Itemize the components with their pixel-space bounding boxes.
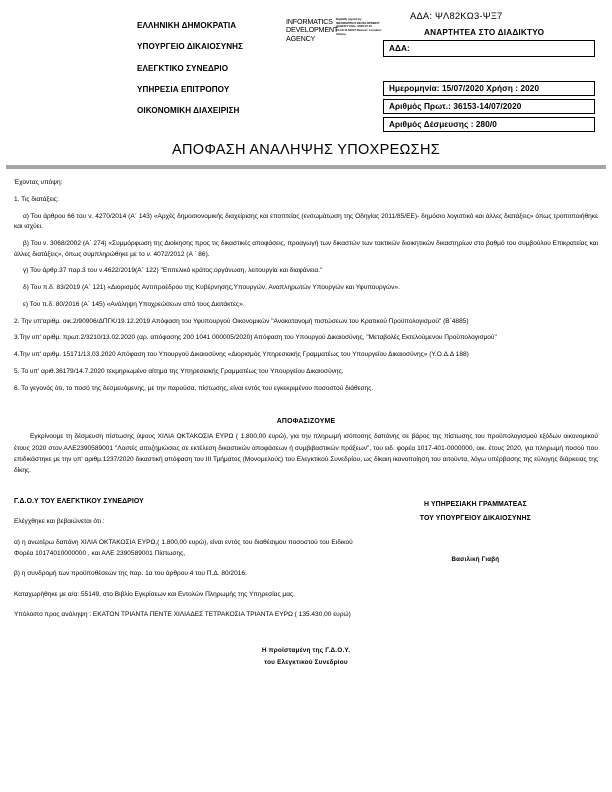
org-line-3: ΕΛΕΓΚΤΙΚΟ ΣΥΝΕΔΡΙΟ [137,63,229,73]
signature-details: Digitally signed by INFORMATICS DEVELOPMENT AGENCY Date: 2020.07.15 10:19:11 EEST Reason: Location: Athens [336,17,382,36]
verification-intro: Ελέγχθηκε και βεβαιώνεται ότι : [14,518,105,526]
registry-entry: Καταχωρήθηκε με α/α: 55149, στο Βιβλίο Εγκρίσεων και Εντολών Πληρωμής της Υπηρεσίας μας. [14,590,295,598]
issuing-organization-block [137,22,287,128]
decision-body: Εγκρίνουμε τη δέσμευση πίστωσης ύψους ΧΙΛΙΑ ΟΚΤΑΚΟΣΙΑ ΕΥΡΩ ( 1.800,00 ευρώ), για την πληρωμή ισόποσης δαπάνης σε βάρος της πίστωσης του προϋπολογισμού εξόδων οικονομικού έτους 2020 στον ΑΛΕ2390589001 "Λοιπές αποζημιώσεις σε εκτέλεση δικαστικών αποφάσεων ή συμβιβαστικών πράξεων", του ειδ. φορέα 1017-401-0000000, οικ. έτους 2020, για πληρωμή ποσού που επιδικάστηκε με την υπ' αριθμ.1237/2020 δικαστική απόφαση του ΙΙΙ Τμήματος (Μονομελούς) του Ελεγκτικού Συνεδρίου, ως δίκαιη ικανοποίηση του αιτούντα, λόγω υπέρβασης της εύλογης διάρκειας της δίκης. [14,433,598,475]
document-footer [0,645,612,670]
remaining-balance: Υπόλοιπο προς ανάληψη : ΕΚΑΤΟΝ ΤΡΙΑΝΤΑ ΠΕΝΤΕ ΧΙΛΙΑΔΕΣ ΤΕΤΡΑΚΟΣΙΑ ΤΡΙΑΝΤΑ ΕΥΡΩ ( 135.430,00 ευρώ) [14,611,351,619]
page-title: ΑΠΟΦΑΣΗ ΑΝΑΛΗΨΗΣ ΥΠΟΧΡΕΩΣΗΣ [172,142,440,158]
preamble-section [0,169,612,394]
preamble-item-1: 1. Τις διατάξεις: [14,195,59,203]
date-box: Ημερομηνία: 15/07/2020 Χρήση : 2020 [383,81,595,96]
preamble-intro: Έχοντας υπόψη: [14,179,63,186]
signature-right-column [353,498,598,631]
preamble-item-1c: γ) Του άρθρ.37 παρ.3 του ν.4622/2019(Α΄ 122) "Επιτελικό κράτος:οργάνωση, λειτουργία και διαφάνεια." [23,267,323,275]
signature-left-column [14,498,353,631]
org-line-4: ΥΠΗΡΕΣΙΑ ΕΠΙΤΡΟΠΟΥ [137,84,230,94]
verification-item-a: α) η ανωτέρω δαπάνη ΧΙΛΙΑ ΟΚΤΑΚΟΣΙΑ ΕΥΡΩ,( 1.800,00 ευρώ), είναι εντός του διαθέσιμου ποσοστού του Ειδικού Φορέα 10174010000000 , και ΑΛΕ 2390589001 Πίστωσης, [14,538,353,557]
preamble-item-3: 3.Την υπ' αριθμ. πρωτ.2/3210/13.02.2020 (αρ. απόφασης 200 1041 000005/2020) Απόφαση του Υπουργού Δικαιοσύνης, "Μεταβολές Εκτελούμενου Προϋπολογισμού" [14,334,497,342]
left-authority-heading: Γ.Δ.Ο.Υ ΤΟΥ ΕΛΕΓΚΤΙΚΟΥ ΣΥΝΕΔΡΙΟΥ [14,498,144,506]
preamble-item-6: 6. Το γεγονός ότι, το ποσό της δεσμευόμενης, με την παρούσα, πίστωσης, είναι εντός του εγκεκριμένου ποσοστού διάθεσης. [14,384,374,392]
signature-section [0,498,612,631]
preamble-item-4: 4.Την υπ' αριθμ. 15171/13.03.2020 Απόφαση του Υπουργού Δικαιοσύνης «Διορισμός Υπηρεσιακής Γραμματέως του Υπουργείου Δικαιοσύνης» (Υ.Ο.Δ.Δ 188) [14,351,469,359]
document-header [0,0,612,130]
signer-name: Βασιλική Γιαβή [451,556,500,563]
decision-heading: ΑΠΟΦΑΣΙΖΟΥΜΕ [276,418,336,426]
right-authority-heading-line2: ΤΟΥ ΥΠΟΥΡΓΕΙΟΥ ΔΙΚΑΙΟΣΥΝΗΣ [419,515,531,523]
preamble-item-2: 2. Την υπ'αριθμ. οικ.2/90906/ΔΠΓΚ/19.12.2019 Απόφαση του Υφυπουργού Οικονομικών "Ανακατανομή πιστώσεων του Κρατικού Προϋπολογισμού" (Β΄4885) [14,317,469,325]
preamble-item-1a: α) Του άρθρου 66 του ν. 4270/2014 (Α΄ 143) «Αρχές δημοσιονομικής διαχείρισης και εποπτείας (ενσωμάτωση της Οδηγίας 2011/85/ΕΕ)- δημόσιο λογιστικό και άλλες διατάξεις» όπως τροποποιήθηκε και ισχύει. [14,212,598,231]
right-authority-heading-line1: Η ΥΠΗΡΕΣΙΑΚΗ ΓΡΑΜΜΑΤΕΑΣ [424,501,527,509]
footer-line-2: του Ελεγκτικού Συνεδρίου [264,659,348,667]
org-line-2: ΥΠΟΥΡΓΕΙΟ ΔΙΚΑΙΟΣΥΝΗΣ [137,42,244,52]
ada-field-box: ΑΔΑ: [383,40,595,57]
web-publication-label: ΑΝΑΡΤΗΤΕΑ ΣΤΟ ΔΙΑΔΙΚΤΥΟ [424,28,545,37]
digital-signature-stamp [286,18,382,43]
commitment-number-box: Αριθμός Δέσμευσης : 280/0 [383,117,595,132]
footer-line-1: Η προϊσταμένη της Γ.Δ.Ο.Υ. [261,646,351,654]
protocol-number-box: Αριθμός Πρωτ.: 36153-14/07/2020 [383,99,595,114]
org-line-5: ΟΙΚΟΝΟΜΙΚΗ ΔΙΑΧΕΙΡΙΣΗ [137,106,240,116]
signature-agency-name: INFORMATICS DEVELOPMENT AGENCY [286,17,338,43]
org-line-1: ΕΛΛΗΝΙΚΗ ΔΗΜΟΚΡΑΤΙΑ [137,21,237,30]
preamble-item-1e: ε) Του π.δ. 80/2016 (Α΄ 145) «Ανάληψη Υποχρεώσεων από τους Διατάκτες». [23,300,245,308]
preamble-item-1d: δ) Του π.δ. 83/2019 (Α΄ 121) «Διορισμός Αντιπροέδρου της Κυβέρνησης,Υπουργών, Αναπληρωτών Υπουργών και Υφυπουργών». [23,284,400,292]
preamble-item-1b: β) Του ν. 3068/2002 (Α΄ 274) «Συμμόρφωση της Διοίκησης προς τις δικαστικές αποφάσεις, προαγωγή των δικαστών των τακτικών διοικητικών δικαστηρίων στο βαθμό του συμβούλου Επικρατείας και άλλες διατάξεις», όπως συμπληρώθηκε με το ν. 4072/2012 (Α ΄ 86). [14,239,598,258]
ada-number: ΑΔΑ: ΨΛ82ΚΩ3-ΨΞ7 [410,10,503,21]
preamble-item-5: 5. Το υπ' αριθ.36179/14.7.2020 τεκμηριωμένο αίτημα της Υπηρεσιακής Γραμματέως του Υπουργείου Δικαιοσύνης. [14,368,344,375]
verification-item-b: β) η συνδρομή των προϋποθέσεων της παρ. 1α του άρθρου 4 του Π.Δ. 80/2016. [14,570,247,578]
